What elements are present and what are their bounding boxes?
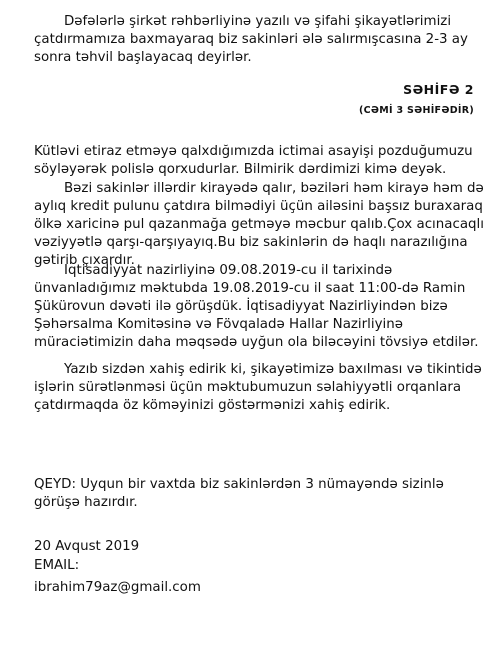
- paragraph-protest-threat: Kütləvi etiraz etməyə qalxdığımızda ictimai asayişi pozduğumuzu söyləyərək polislə qorxudurlar. Bilmirik dərdimizi kimə deyək.: [34, 144, 473, 177]
- note-paragraph: QEYD: Uyqun bir vaxtda biz sakinlərdən 3 nümayəndə sizinlə görüşə hazırdır.: [34, 477, 444, 510]
- paragraph-request: Yazıb sizdən xahiş edirik ki, şikayətimizə baxılması və tikintidə işlərin sürətlənməsi üçün məktubumuzun səlahiyyətli orqanlara çatdırmaqda öz köməyinizi göstərmənizi xahiş edirik.: [34, 362, 482, 413]
- paragraph-residents-hardship: Bəzi sakinlər illərdir kirayədə qalır, bəziləri həm kirayə həm də aylıq kredit pulunu çatdıra bilmədiyi üçün ailəsini başsız buraxaraq ölkə xaricinə pul qazanmağa getməyə məcbur qalıb.Çox acınacaqlı vəziyyətlə qarşı-qarşıyayıq.Bu biz sakinlərin də haqlı narazılığına gətirib çıxardır.: [34, 181, 484, 268]
- letter-date: 20 Avqust 2019: [34, 539, 140, 554]
- email-link[interactable]: ibrahim79az@gmail.com: [34, 580, 201, 595]
- page-number-label: SƏHİFƏ 2: [403, 82, 474, 97]
- page-total-label: (CƏMİ 3 SƏHİFƏDİR): [358, 105, 474, 116]
- paragraph-ministry-meeting: Iqtisadiyyat nazirliyinə 09.08.2019-cu il tarixində ünvanladığımız məktubda 19.08.2019-cu il saat 11:00-də Ramin Şükürovun dəvəti ilə görüşdük. İqtisadiyyat Nazirliyindən bizə Şəhərsalma Komitəsinə və Fövqaladə Hallar Nazirliyinə müraciətimizin daha məqsədə uyğun ola biləcəyini tövsiyə etdilər.: [34, 263, 479, 350]
- paragraph-complaints-ignored: Dəfələrlə şirkət rəhbərliyinə yazılı və şifahi şikayətlərimizi çatdırmamıza baxmayaraq biz sakinləri ələ salırmışcasına 2-3 ay sonra təhvil başlayacaq deyirlər.: [34, 14, 468, 65]
- email-label: EMAIL:: [34, 558, 80, 573]
- email-address[interactable]: [34, 579, 201, 597]
